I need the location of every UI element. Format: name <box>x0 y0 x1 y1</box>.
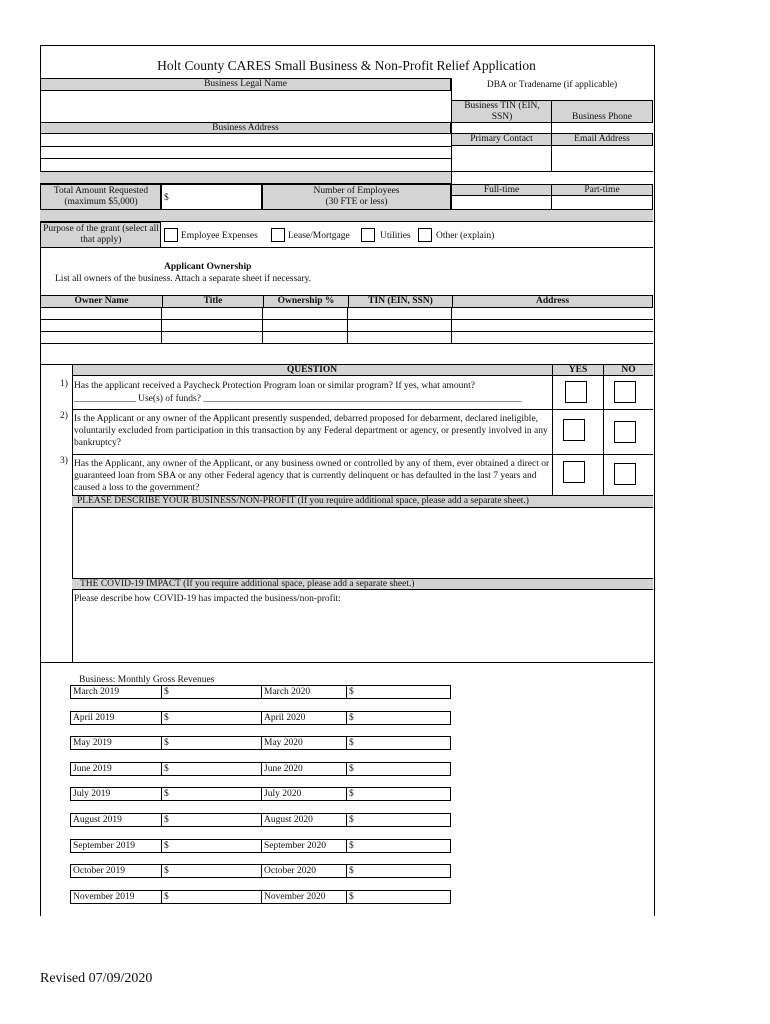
separator-band <box>40 171 451 184</box>
question-header <box>72 365 653 376</box>
q1-text-line1: Has the applicant received a Paycheck Protection Program loan or similar program? If yes, what amount? <box>74 381 475 391</box>
email-label: Email Address <box>574 134 630 144</box>
fulltime-label: Full-time <box>483 185 520 195</box>
revenues-label: Business: Monthly Gross Revenues <box>79 675 215 685</box>
lease-mortgage-checkbox[interactable] <box>271 228 285 242</box>
yes-label: YES <box>568 365 588 375</box>
describe-header <box>72 495 653 508</box>
revenue-2019-field[interactable]: $ <box>164 789 169 799</box>
revenue-month-2020: June 2020 <box>264 764 303 774</box>
dba-field[interactable] <box>452 91 652 100</box>
q2-text: Is the Applicant or any owner of the Applicant presently suspended, debarred proposed for debarment, declared ineligible, voluntarily excluded from participation in this transaction by any Federal department or agency, or presently involved in any bankruptcy? <box>74 414 548 448</box>
address-header <box>40 122 451 134</box>
fulltime-field[interactable] <box>451 195 552 210</box>
tin-field[interactable] <box>452 123 550 133</box>
revenue-2019-field[interactable]: $ <box>164 764 169 774</box>
covid-prompt: Please describe how COVID-19 has impacted the business/non-profit: <box>74 594 341 604</box>
other-label: Other (explain) <box>436 231 495 241</box>
contact-header <box>451 133 653 146</box>
revenue-month-2020: October 2020 <box>264 866 316 876</box>
lease-mortgage-label: Lease/Mortgage <box>288 231 350 241</box>
revenue-month-2019: June 2019 <box>73 764 112 774</box>
q3-text: Has the Applicant, any owner of the Applicant, or any business owned or controlled by any of them, ever obtained a direct or guaranteed loan from SBA or any other Federal agency that is currently delinquent or has defaulted in the last 7 years and caused a loss to the government? <box>74 459 550 493</box>
parttime-label: Part-time <box>584 185 620 195</box>
other-checkbox[interactable] <box>418 228 432 242</box>
employees-header <box>262 184 451 210</box>
ownership-table-header <box>40 295 653 308</box>
q1-number: 1) <box>60 379 68 389</box>
legal-name-label: Business Legal Name <box>204 79 287 89</box>
covid-label: THE COVID-19 IMPACT (If you require additional space, please add a separate sheet.) <box>80 579 415 589</box>
tin-label: Business TIN (EIN, SSN) <box>464 101 540 122</box>
no-label: NO <box>621 365 636 375</box>
revenue-month-2019: May 2019 <box>73 738 112 748</box>
q3-yes-checkbox[interactable] <box>563 461 585 483</box>
revenue-month-2019: July 2019 <box>73 789 111 799</box>
revision-date: Revised 07/09/2020 <box>40 971 153 986</box>
revenue-month-2020: November 2020 <box>264 892 326 902</box>
revenue-2020-field[interactable]: $ <box>349 687 354 697</box>
primary-contact-label: Primary Contact <box>470 134 533 144</box>
dba-label: DBA or Tradename (if applicable) <box>486 80 618 90</box>
revenue-month-2019: October 2019 <box>73 866 125 876</box>
primary-contact-field[interactable] <box>452 147 550 171</box>
revenue-2020-field[interactable]: $ <box>349 866 354 876</box>
covid-impact-field[interactable] <box>73 606 652 661</box>
total-requested-label: Total Amount Requested (maximum $5,000) <box>53 186 149 207</box>
revenue-2019-field[interactable]: $ <box>164 866 169 876</box>
revenue-2019-field[interactable]: $ <box>164 687 169 697</box>
revenue-2019-field[interactable]: $ <box>164 892 169 902</box>
q3-no-checkbox[interactable] <box>614 463 636 485</box>
revenue-row <box>70 813 451 827</box>
revenue-2020-field[interactable]: $ <box>349 713 354 723</box>
employee-expenses-label: Employee Expenses <box>181 231 258 241</box>
dollar-sign: $ <box>164 193 169 203</box>
revenue-2020-field[interactable]: $ <box>349 789 354 799</box>
revenue-row <box>70 890 451 904</box>
email-field[interactable] <box>552 147 652 171</box>
q1-no-checkbox[interactable] <box>614 381 636 403</box>
col-ownership: Ownership % <box>277 296 335 306</box>
revenue-month-2019: November 2019 <box>73 892 135 902</box>
revenue-2020-field[interactable]: $ <box>349 815 354 825</box>
total-requested-header <box>40 184 161 210</box>
employee-expenses-checkbox[interactable] <box>164 228 178 242</box>
col-tin: TIN (EIN, SSN) <box>368 296 433 306</box>
revenue-2019-field[interactable]: $ <box>164 841 169 851</box>
utilities-checkbox[interactable] <box>361 228 375 242</box>
total-requested-field[interactable] <box>161 184 262 210</box>
col-owner-name: Owner Name <box>74 296 129 306</box>
address-field[interactable] <box>41 134 450 174</box>
revenue-month-2019: March 2019 <box>73 687 120 697</box>
q2-no-checkbox[interactable] <box>614 421 636 443</box>
revenue-month-2019: April 2019 <box>73 713 115 723</box>
revenue-month-2019: September 2019 <box>73 841 136 851</box>
parttime-field[interactable] <box>551 195 653 210</box>
q2-number: 2) <box>60 411 68 421</box>
revenue-2020-field[interactable]: $ <box>349 738 354 748</box>
legal-name-field[interactable] <box>41 91 450 122</box>
revenue-month-2020: May 2020 <box>264 738 303 748</box>
revenue-2020-field[interactable]: $ <box>349 892 354 902</box>
revenue-2019-field[interactable]: $ <box>164 738 169 748</box>
revenue-row <box>70 711 451 725</box>
q3-number: 3) <box>60 456 68 466</box>
ownership-instruction: List all owners of the business. Attach a separate sheet if necessary. <box>55 274 312 284</box>
revenue-row <box>70 839 451 853</box>
revenue-row <box>70 787 451 801</box>
question-label: QUESTION <box>286 365 338 375</box>
revenue-2019-field[interactable]: $ <box>164 713 169 723</box>
revenue-month-2020: August 2020 <box>264 815 313 825</box>
revenue-month-2020: July 2020 <box>264 789 302 799</box>
q2-yes-checkbox[interactable] <box>563 419 585 441</box>
phone-field[interactable] <box>552 123 652 133</box>
col-address: Address <box>535 296 570 306</box>
utilities-label: Utilities <box>380 231 411 241</box>
employees-sub: (30 FTE or less) <box>325 197 388 207</box>
separator-band-2 <box>40 210 653 222</box>
revenue-2020-field[interactable]: $ <box>349 764 354 774</box>
q1-text-line2: _____________ Use(s) of funds? ___________________________________________________________________ <box>74 394 522 404</box>
revenue-2020-field[interactable]: $ <box>349 841 354 851</box>
revenue-row <box>70 864 451 878</box>
phone-label: Business Phone <box>572 112 632 122</box>
revenue-month-2019: August 2019 <box>73 815 122 825</box>
revenue-row <box>70 736 451 750</box>
tin-phone-header <box>451 100 653 123</box>
address-label: Business Address <box>212 123 279 133</box>
covid-header <box>72 578 653 590</box>
revenue-month-2020: April 2020 <box>264 713 306 723</box>
revenue-month-2020: September 2020 <box>264 841 327 851</box>
revenue-month-2020: March 2020 <box>264 687 311 697</box>
describe-label: PLEASE DESCRIBE YOUR BUSINESS/NON-PROFIT (If you require additional space, please add a separate sheet.) <box>77 496 529 506</box>
describe-business-field[interactable] <box>73 508 652 578</box>
ownership-heading: Applicant Ownership <box>164 262 252 272</box>
revenue-row <box>70 685 451 699</box>
employees-label: Number of Employees <box>313 186 400 196</box>
revenue-2019-field[interactable]: $ <box>164 815 169 825</box>
purpose-label: Purpose of the grant (select all that apply) <box>43 224 159 245</box>
q1-yes-checkbox[interactable] <box>565 381 587 403</box>
revenue-row <box>70 762 451 776</box>
form-title: Holt County CARES Small Business & Non-Profit Relief Application <box>157 58 536 73</box>
col-title: Title <box>203 296 223 306</box>
purpose-header <box>40 222 161 248</box>
